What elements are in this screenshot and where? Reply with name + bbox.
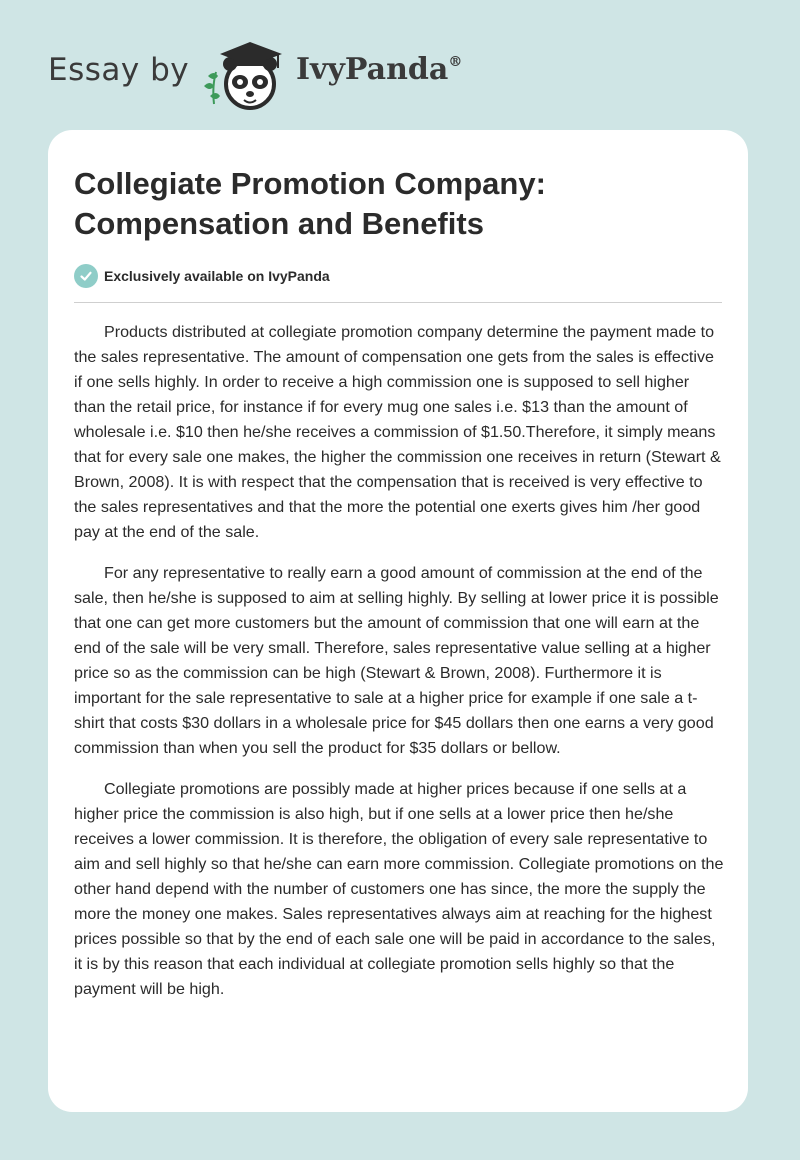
check-icon	[74, 264, 98, 288]
panda-graduate-icon	[200, 36, 292, 112]
brand-text: IvyPanda	[296, 52, 449, 87]
article-card	[48, 130, 748, 1112]
paragraph: Collegiate promotions are possibly made at higher prices because if one sells at a higher price the commission is also high, but if one sells at a lower price then he/she receives a lower commission. It is therefore, the obligation of every sale representative to aim and sell highly so that he/she can earn more commission. Collegiate promotions on the other hand depend with the number of customers one has since, the more the supply the more the money one makes. Sales representatives always aim at reaching for the highest prices possible so that by the end of each sale one will be paid in accordance to the sales, it is by this reason that each individual at collegiate promotion sells highly so that the payment will be high.	[74, 780, 724, 998]
essay-by-label: Essay by	[48, 52, 190, 88]
site-header	[48, 34, 568, 114]
divider	[74, 302, 722, 303]
exclusive-badge	[74, 264, 330, 288]
exclusive-label: Exclusively available on IvyPanda	[104, 268, 330, 284]
brand-name[interactable]	[296, 52, 462, 87]
paragraph: Products distributed at collegiate promotion company determine the payment made to the sales representative. The amount of compensation one gets from the sales is effective if one sells highly. In order to receive a high commission one is supposed to sell higher than the retail price, for instance if for every mug one sales i.e. $13 than the amount of wholesale i.e. $10 then he/she receives a commission of $1.50.Therefore, it simply means that for every sale one makes, the higher the commission one receives in return (Stewart & Brown, 2008). It is with respect that the compensation that is received is very effective to the sales representatives and that the more the potential one exerts gives him /her good pay at the end of the sale.	[74, 323, 721, 541]
page-title: Collegiate Promotion Company: Compensation and Benefits	[74, 166, 546, 241]
article-body	[74, 320, 724, 1018]
paragraph: For any representative to really earn a good amount of commission at the end of the sale, then he/she is supposed to aim at selling highly. By selling at lower price it is possible that one can get more customers but the amount of commission that one will earn at the end of the sale will be very small. Therefore, sales representative value selling at a higher price so as the commission can be high (Stewart & Brown, 2008). Furthermore it is important for the sale representative to sale at a higher price for example if one sale a t-shirt that costs $30 dollars in a wholesale price for $45 dollars then one earns a very good commission than when you sell the product for $35 dollars or bellow.	[74, 564, 719, 757]
registered-mark: ®	[448, 54, 463, 70]
